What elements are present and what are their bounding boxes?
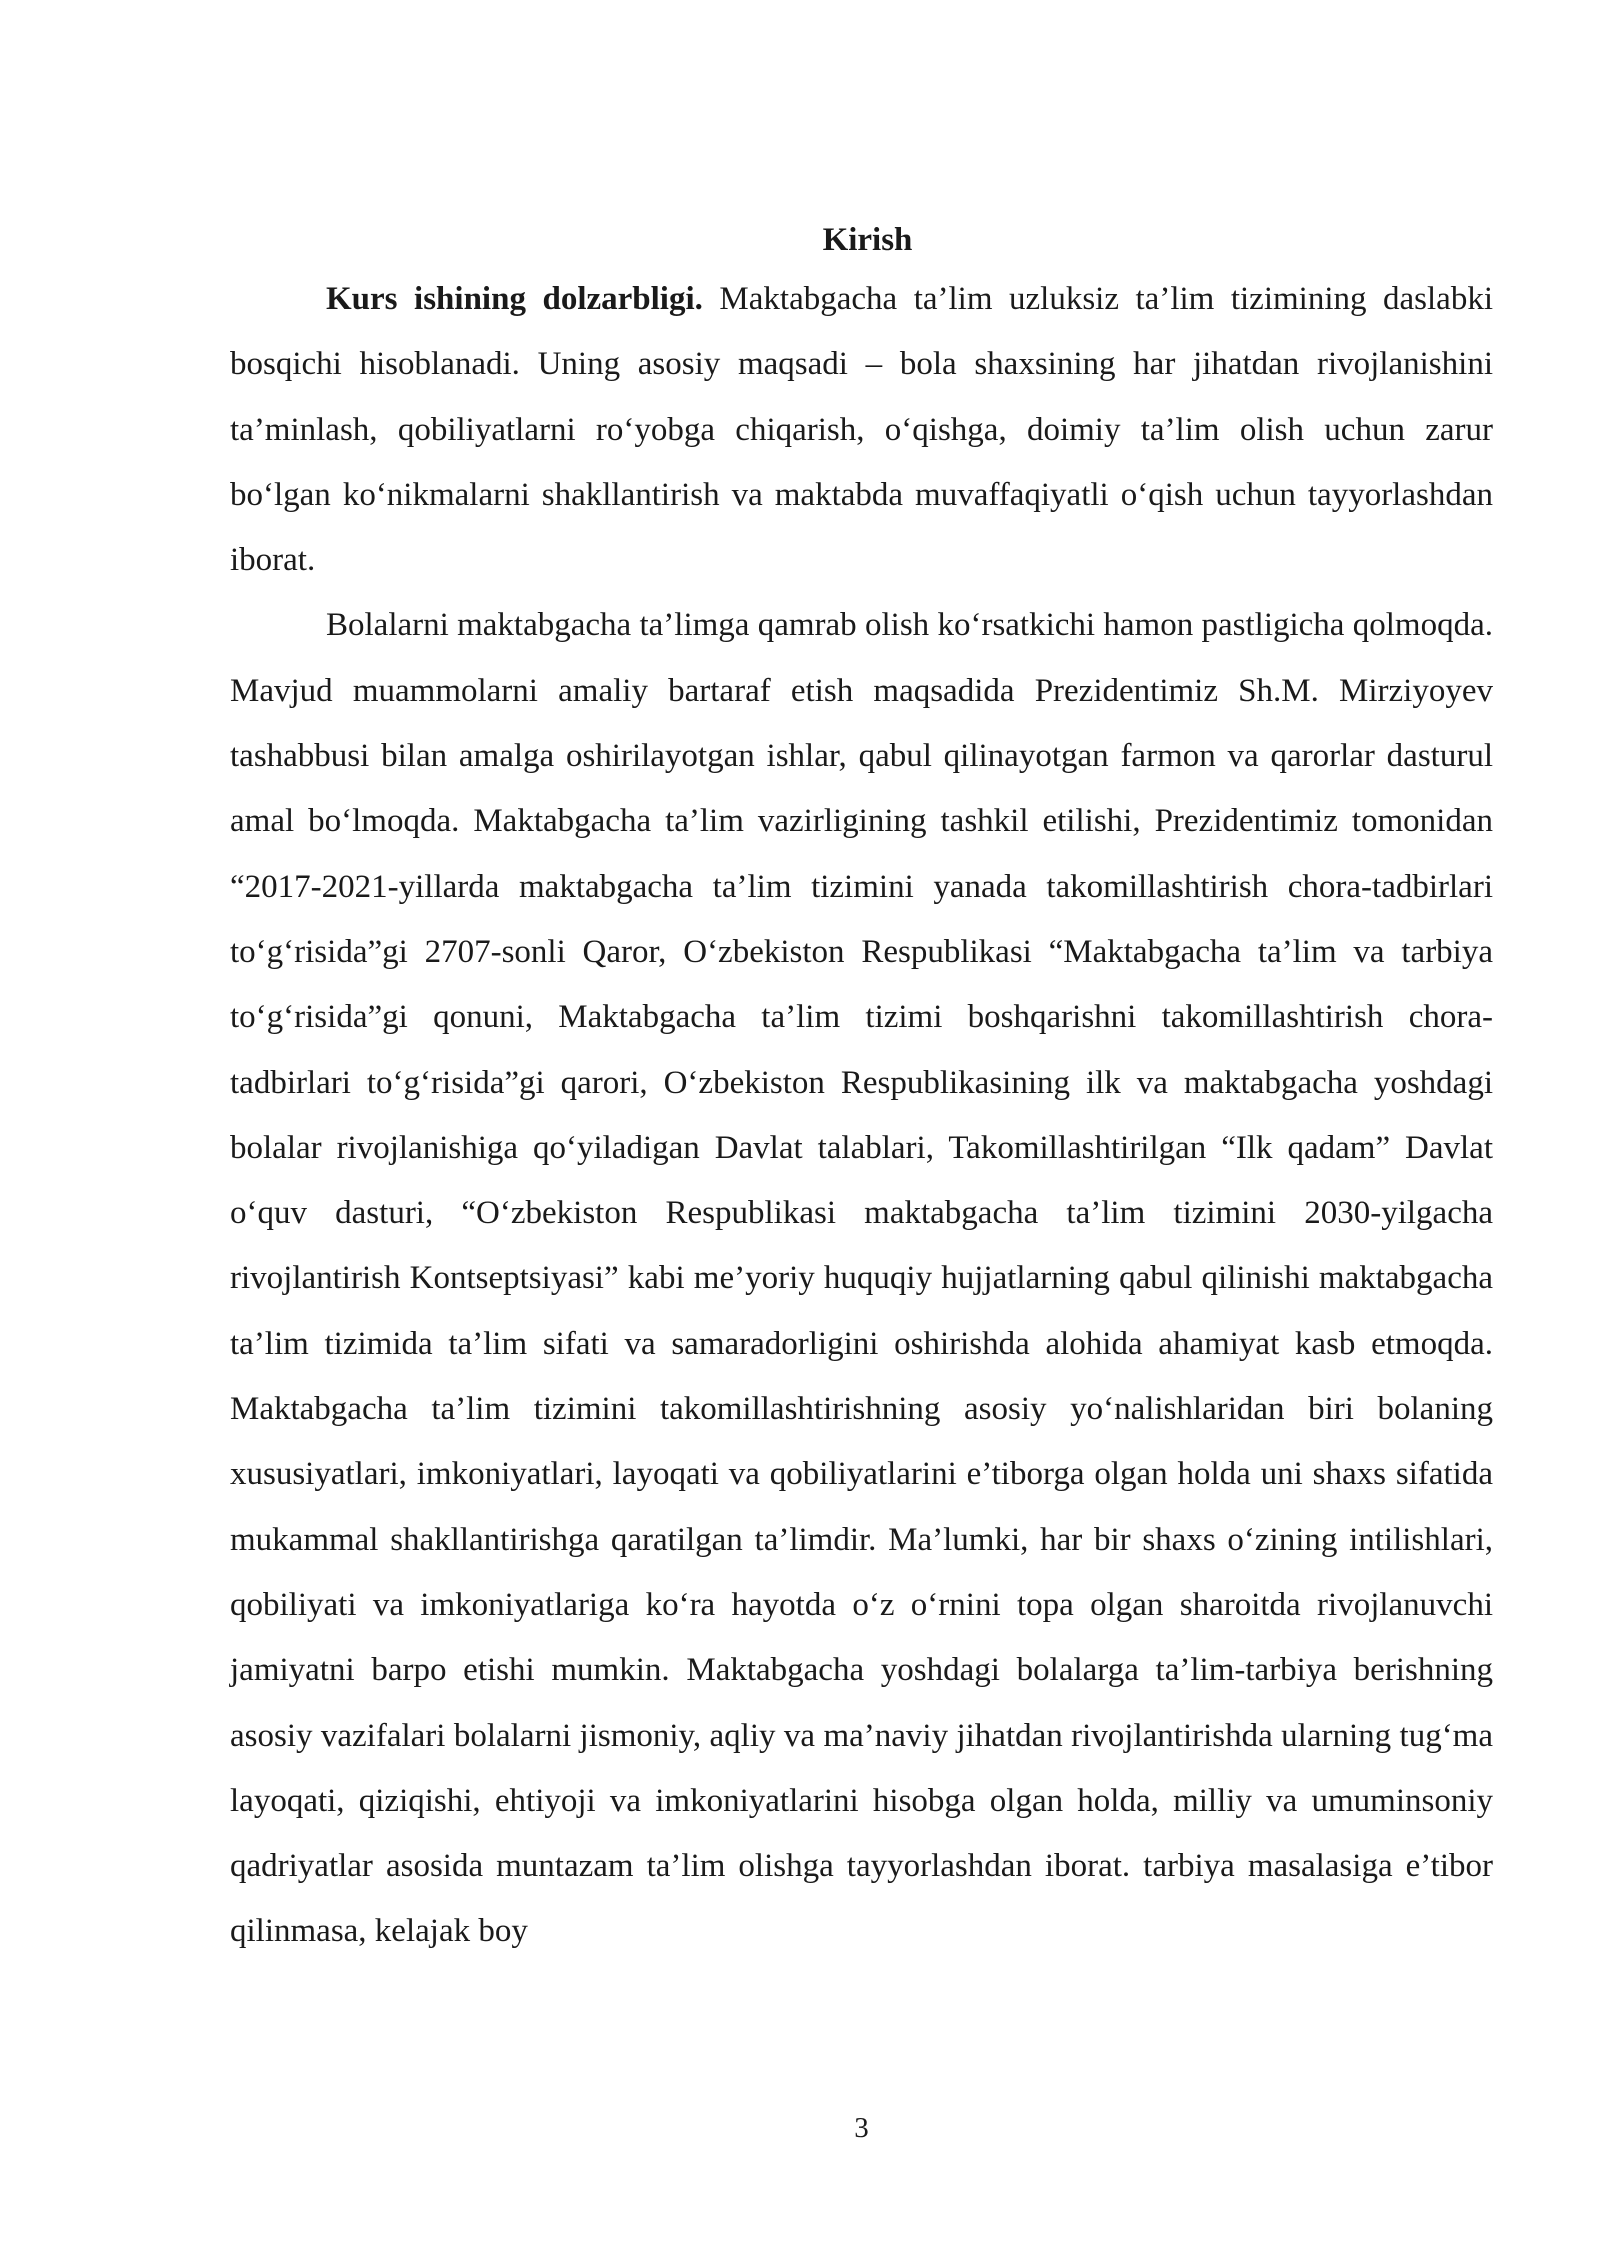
paragraph-text: Maktabgacha ta’lim uzluksiz ta’lim tizimining daslabki bosqichi hisoblanadi. Uning asosiy maqsadi – bola shaxsining har jihatdan rivojlanishini ta’minlash, qobiliyatlarni ro‘yobga chiqarish, o‘qishga, doimiy ta’lim olish uchun zarur bo‘lgan ko‘nikmalarni shakllantirish va maktabda muvaffaqiyatli o‘qish uchun tayyorlashdan iborat. (230, 281, 1493, 579)
paragraph-text: Bolalarni maktabgacha ta’limga qamrab olish ko‘rsatkichi hamon pastligicha qolmoqda. Mavjud muammolarni amaliy bartaraf etish maqsadida Prezidentimiz Sh.M. Mirziyoyev tashabbusi bilan amalga oshirilayotgan ishlar, qabul qilinayotgan farmon va qarorlar dasturul amal bo‘lmoqda. Maktabgacha ta’lim vazirligining tashkil etilishi, Prezidentimiz tomonidan “2017-2021-yillarda maktabgacha ta’lim tizimini yanada takomillashtirish chora-tadbirlari to‘g‘risida”gi 2707-sonli Qaror, O‘zbekiston Respublikasi “Maktabgacha ta’lim va tarbiya to‘g‘risida”gi qonuni, Maktabgacha ta’lim tizimi boshqarishni takomillashtirish chora-tadbirlari to‘g‘risida”gi qarori, O‘zbekiston Respublikasining ilk va maktabgacha yoshdagi bolalar rivojlanishiga qo‘yiladigan Davlat talablari, Takomillashtirilgan “Ilk qadam” Davlat o‘quv dasturi, “O‘zbekiston Respublikasi maktabgacha ta’lim tizimini 2030-yilgacha rivojlantirish Kontseptsiyasi” kabi me’yoriy huquqiy hujjatlarning qabul qilinishi maktabgacha ta’lim tizimida ta’lim sifati va samaradorligini oshirishda alohida ahamiyat kasb etmoqda. Maktabgacha ta’lim tizimini takomillashtirishning asosiy yo‘nalishlaridan biri bolaning xususiyatlari, imkoniyatlari, layoqati va qobiliyatlarini e’tiborga olgan holda uni shaxs sifatida mukammal shakllantirishga qaratilgan ta’limdir. Ma’lumki, har bir shaxs o‘zining intilishlari, qobiliyati va imkoniyatlariga ko‘ra hayotda o‘z o‘rnini topa olgan sharoitda rivojlanuvchi jamiyatni barpo etishi mumkin. Maktabgacha yoshdagi bolalarga ta’lim-tarbiya berishning asosiy vazifalari bolalarni jismoniy, aqliy va ma’naviy jihatdan rivojlantirishda ularning tug‘ma layoqati, qiziqishi, ehtiyoji va imkoniyatlarini hisobga olgan holda, milliy va umuminsoniy qadriyatlar asosida muntazam ta’lim olishga tayyorlashdan iborat. tarbiya masalasiga e’tibor qilinmasa, kelajak boy (230, 607, 1493, 1950)
page-number: 3 (854, 2112, 869, 2144)
paragraph-coverage (230, 593, 1493, 1964)
paragraph-relevance (230, 267, 1493, 593)
page-content (230, 214, 1493, 1965)
section-title: Kirish (822, 222, 913, 258)
paragraph-lead: Kurs ishining dolzarbligi. (326, 281, 703, 317)
